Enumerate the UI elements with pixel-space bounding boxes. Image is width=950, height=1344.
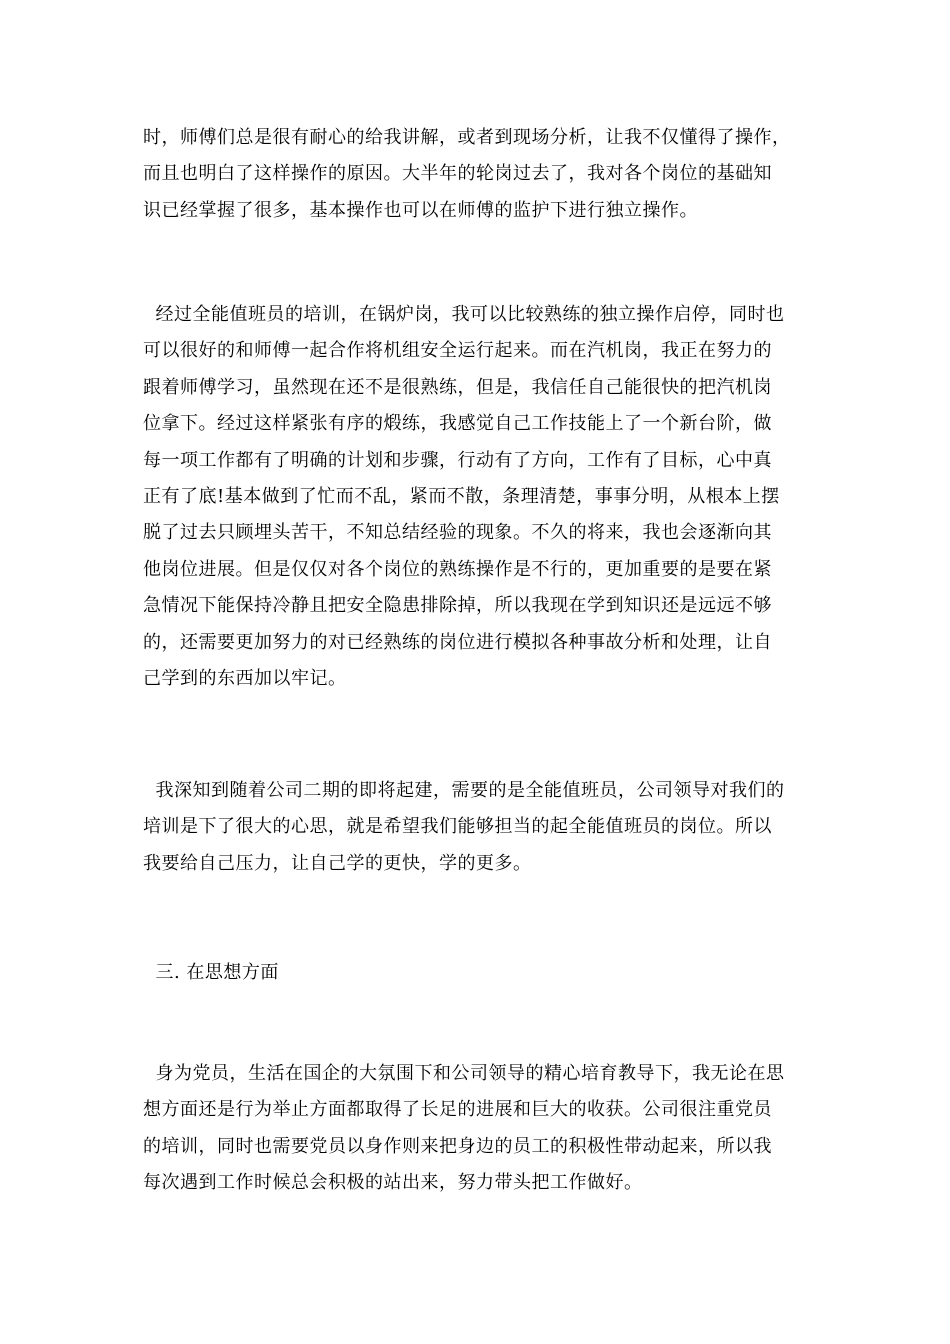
paragraph-line: 脱了过去只顾埋头苦干，不知总结经验的现象。不久的将来，我也会逐渐向其 [143,522,772,544]
paragraph-line: 每一项工作都有了明确的计划和步骤，行动有了方向，工作有了目标，心中真 [143,449,772,471]
paragraph-line: 识已经掌握了很多，基本操作也可以在师傅的监护下进行独立操作。 [143,199,698,221]
paragraph-line: 身为党员，生活在国企的大氛围下和公司领导的精心培育教导下，我无论在思 [143,1063,785,1084]
paragraph-4 [143,1056,808,1202]
paragraph-line: 正有了底!基本做到了忙而不乱，紧而不散，条理清楚，事事分明，从根本上摆 [143,486,780,508]
paragraph-line: 跟着师傅学习，虽然现在还不是很熟练，但是，我信任自己能很快的把汽机岗 [143,376,772,398]
paragraph-line: 的培训，同时也需要党员以身作则来把身边的员工的积极性带动起来，所以我 [143,1135,772,1157]
paragraph-2 [143,297,808,697]
paragraph-line: 而且也明白了这样操作的原因。大半年的轮岗过去了，我对各个岗位的基础知 [143,163,772,185]
paragraph-line: 的，还需要更加努力的对已经熟练的岗位进行模拟各种事故分析和处理，让自 [143,631,772,653]
paragraph-1 [143,120,808,229]
section-heading [143,955,808,991]
paragraph-line: 每次遇到工作时候总会积极的站出来，努力带头把工作做好。 [143,1172,643,1194]
paragraph-3 [143,773,808,882]
paragraph-line: 己学到的东西加以牢记。 [143,668,347,690]
paragraph-line: 想方面还是行为举止方面都取得了长足的进展和巨大的收获。公司很注重党员 [143,1099,772,1121]
paragraph-line: 时，师傅们总是很有耐心的给我讲解，或者到现场分析，让我不仅懂得了操作， [143,127,791,148]
paragraph-line: 培训是下了很大的心思，就是希望我们能够担当的起全能值班员的岗位。所以 [143,816,772,838]
paragraph-line: 我要给自己压力，让自己学的更快，学的更多。 [143,852,532,874]
paragraph-line: 他岗位进展。但是仅仅对各个岗位的熟练操作是不行的，更加重要的是要在紧 [143,558,772,580]
paragraph-line: 位拿下。经过这样紧张有序的煅练，我感觉自己工作技能上了一个新台阶，做 [143,413,772,435]
paragraph-line: 可以很好的和师傅一起合作将机组安全运行起来。而在汽机岗，我正在努力的 [143,340,772,362]
section-heading-text: 三. 在思想方面 [143,962,279,983]
paragraph-line: 急情况下能保持冷静且把安全隐患排除掉，所以我现在学到知识还是远远不够 [143,595,772,617]
paragraph-line: 我深知到随着公司二期的即将起建，需要的是全能值班员，公司领导对我们的 [143,780,785,801]
paragraph-line: 经过全能值班员的培训，在锅炉岗，我可以比较熟练的独立操作启停，同时也 [143,304,785,325]
